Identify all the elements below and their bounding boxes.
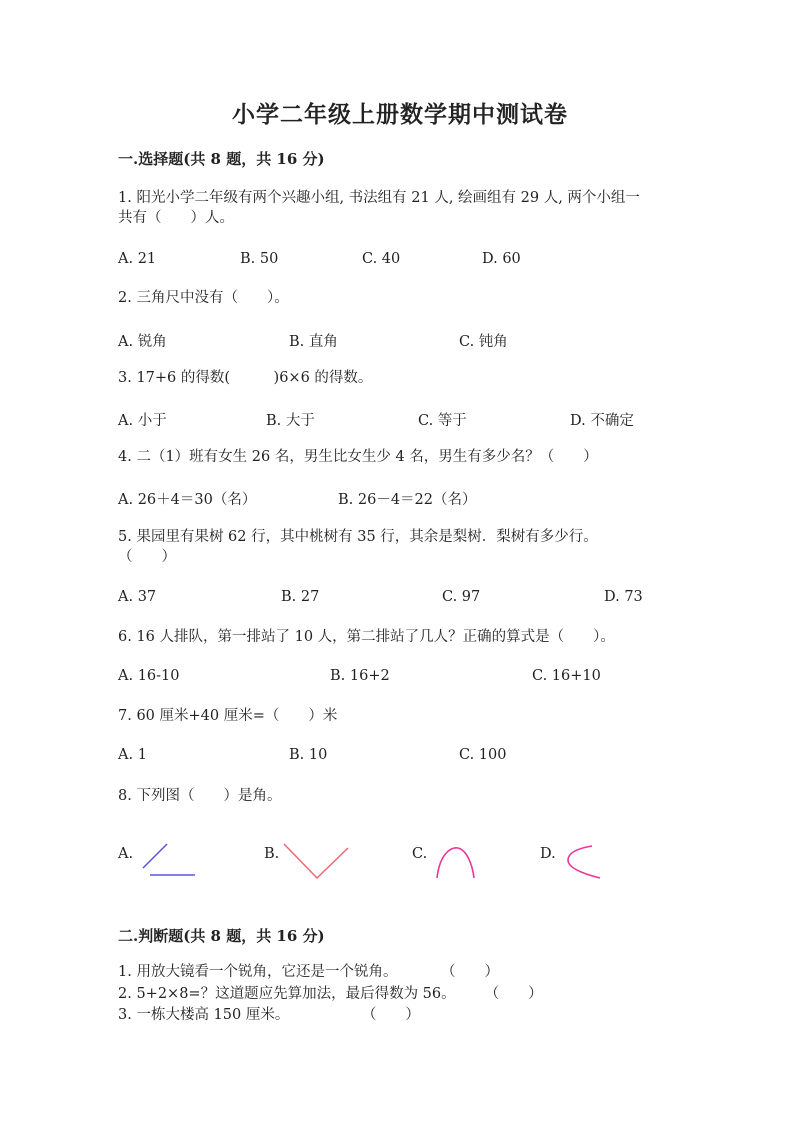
page-title: 小学二年级上册数学期中测试卷	[232, 101, 568, 128]
q4-option-a: A. 26＋4＝30（名）	[118, 492, 257, 508]
q6-option-b: B. 16+2	[330, 668, 390, 684]
q7-option-b: B. 10	[289, 747, 328, 763]
q5-option-c: C. 97	[442, 589, 481, 605]
q8-option-a: A.	[118, 846, 134, 862]
figure-b-v-shape	[284, 844, 348, 878]
question-3-line-1: 3. 17+6 的得数( )6×6 的得数。	[118, 370, 373, 386]
question-6-line-1: 6. 16 人排队，第一排站了 10 人，第二排站了几人？正确的算式是（ ）。	[118, 629, 615, 645]
figure-c-arc	[432, 842, 482, 884]
judgment-item-3: 3. 一栋大楼高 150 厘米。 （ ）	[118, 1007, 420, 1023]
q2-option-a: A. 锐角	[118, 334, 167, 350]
figure-c-curve	[437, 848, 474, 878]
question-4-line-1: 4. 二（1）班有女生 26 名，男生比女生少 4 名，男生有多少名？（ ）	[118, 449, 598, 465]
figure-d-curve	[560, 842, 606, 882]
q3-option-a: A. 小于	[118, 413, 167, 429]
q2-option-c: C. 钝角	[459, 334, 508, 350]
q7-option-a: A. 1	[118, 747, 147, 763]
q1-option-d: D. 60	[482, 251, 521, 267]
question-5-line-2: （ ）	[118, 549, 176, 565]
q5-option-a: A. 37	[118, 589, 157, 605]
q5-option-b: B. 27	[281, 589, 320, 605]
q3-option-c: C. 等于	[418, 413, 467, 429]
q1-option-c: C. 40	[362, 251, 401, 267]
section-heading-choice: 一.选择题(共 8 题，共 16 分)	[118, 150, 325, 168]
q6-option-a: A. 16-10	[118, 668, 180, 684]
section-heading-judgment: 二.判断题(共 8 题，共 16 分)	[118, 927, 325, 945]
judgment-item-1: 1. 用放大镜看一个锐角，它还是一个锐角。 （ ）	[118, 964, 499, 980]
question-1-line-1: 1. 阳光小学二年级有两个兴趣小组, 书法组有 21 人, 绘画组有 29 人, 两个小组一	[118, 190, 640, 206]
q8-option-b: B.	[264, 846, 280, 862]
q3-option-b: B. 大于	[266, 413, 315, 429]
figure-a-slanted-ray	[143, 844, 167, 868]
question-5-line-1: 5. 果园里有果树 62 行，其中桃树有 35 行，其余是梨树．梨树有多少行。	[118, 529, 598, 545]
figure-b-angle	[280, 838, 352, 884]
q2-option-b: B. 直角	[289, 334, 338, 350]
q6-option-c: C. 16+10	[532, 668, 601, 684]
q8-option-c: C.	[412, 846, 428, 862]
question-7-line-1: 7. 60 厘米+40 厘米=（ ）米	[118, 708, 338, 724]
q5-option-d: D. 73	[604, 589, 643, 605]
q3-option-d: D. 不确定	[570, 413, 634, 429]
question-1-line-2: 共有（ ）人。	[118, 210, 234, 226]
q1-option-b: B. 50	[240, 251, 279, 267]
figure-d-bent-curve	[568, 846, 600, 878]
q4-option-b: B. 26－4＝22（名）	[338, 492, 477, 508]
q1-option-a: A. 21	[118, 251, 157, 267]
q8-option-d: D.	[540, 846, 556, 862]
question-2-line-1: 2. 三角尺中没有（ ）。	[118, 290, 289, 306]
judgment-item-2: 2. 5+2×8=？这道题应先算加法，最后得数为 56。 （ ）	[118, 986, 543, 1002]
question-8-line-1: 8. 下列图（ ）是角。	[118, 788, 282, 804]
figure-a-angle	[138, 838, 200, 882]
q7-option-c: C. 100	[459, 747, 507, 763]
